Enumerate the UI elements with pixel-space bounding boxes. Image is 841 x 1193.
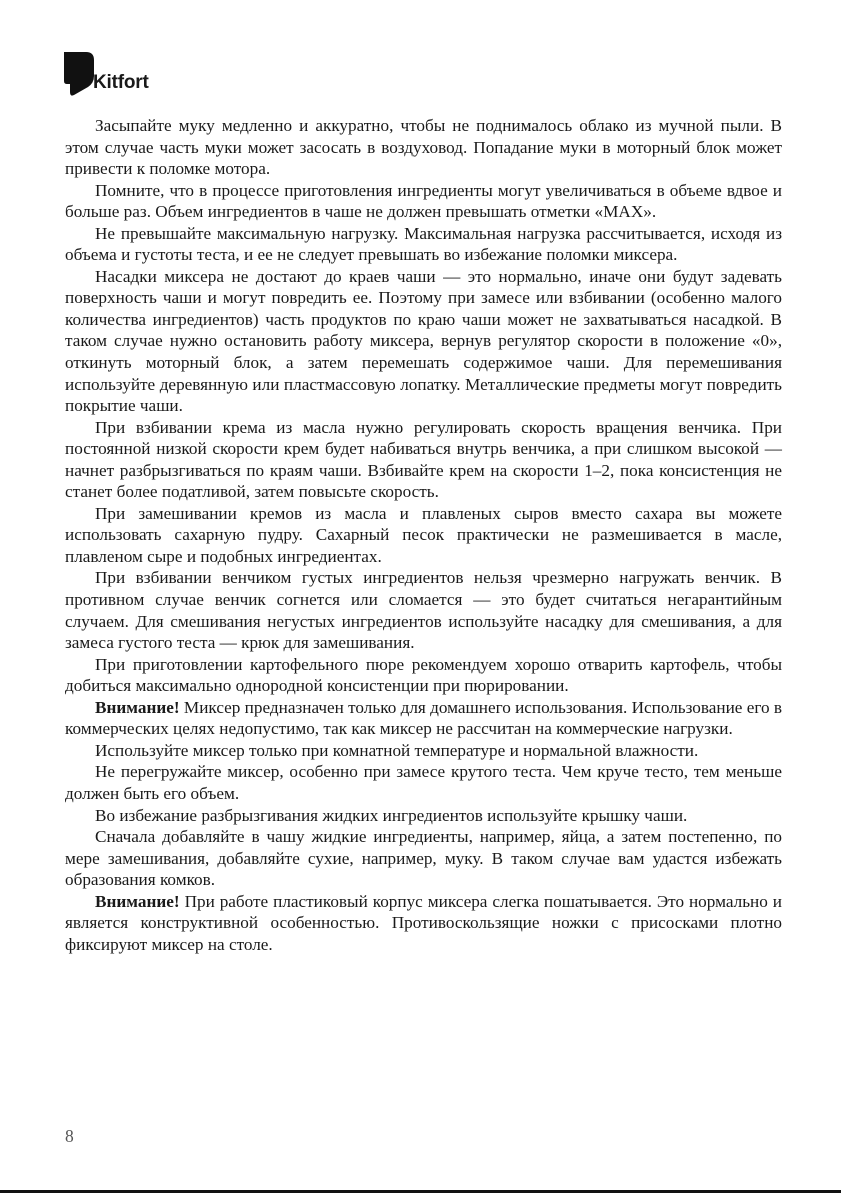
paragraph: Помните, что в процессе приготовления ингредиенты могут увеличиваться в объеме вдвое и больше раз. Объем ингредиентов в чаше не должен превышать отметки «MAX». (65, 180, 782, 222)
instructions-text (65, 115, 782, 955)
paragraph: Не перегружайте миксер, особенно при замесе крутого теста. Чем круче тесто, тем меньше должен быть его объем. (65, 762, 782, 803)
paragraph: Насадки миксера не достают до краев чаши — это нормально, иначе они будут задевать поверхность чаши и могут повредить ее. Поэтому при замесе или взбивании (особенно малого количества ингредиентов) часть продуктов по краю чаши может не захватываться насадкой. В таком случае нужно остановить работу миксера, вернув регулятор скорости в положение «0», откинуть моторный блок, а затем перемешать содержимое чаши. Для перемешивания используйте деревянную или пластмассовую лопатку. Металлические предметы могут повредить покрытие чаши. (65, 266, 782, 416)
warning-text: Миксер предназначен только для домашнего использования. Использование его в коммерческих целях недопустимо, так как миксер не рассчитан на коммерческие нагрузки. (65, 697, 782, 739)
brand-name: Kitfort (93, 72, 149, 93)
warning-paragraph (65, 697, 782, 740)
paragraph: Используйте миксер только при комнатной температуре и нормальной влажности. (95, 740, 699, 760)
warning-label: Внимание! (95, 697, 180, 717)
page-number: 8 (65, 1126, 74, 1146)
warning-label: Внимание! (95, 891, 180, 911)
paragraph: При взбивании крема из масла нужно регулировать скорость вращения венчика. При постоянной низкой скорости крем будет набиваться внутрь венчика, а при слишком высокой — начнет разбрызгиваться по краям чаши. Взбивайте крем на скорости 1–2, пока консистенция не станет более податливой, затем повысьте скорость. (65, 417, 782, 502)
paragraph: Засыпайте муку медленно и аккуратно, чтобы не поднималось облако из мучной пыли. В этом случае часть муки может засосать в воздуховод. Попадание муки в моторный блок может привести к поломке мотора. (65, 116, 782, 179)
paragraph: Не превышайте максимальную нагрузку. Максимальная нагрузка рассчитывается, исходя из объема и густоты теста, и ее не следует превышать во избежание поломки миксера. (65, 223, 782, 265)
warning-paragraph (65, 891, 782, 956)
paragraph: Во избежание разбрызгивания жидких ингредиентов используйте крышку чаши. (95, 805, 688, 825)
warning-text: При работе пластиковый корпус миксера слегка пошатывается. Это нормально и является конструктивной особенностью. Противоскользящие ножки с присосками плотно фиксируют миксер на столе. (65, 891, 782, 954)
paragraph: При приготовлении картофельного пюре рекомендуем хорошо отварить картофель, чтобы добиться максимально однородной консистенции при пюрировании. (65, 654, 782, 696)
paragraph: При замешивании кремов из масла и плавленых сыров вместо сахара вы можете использовать сахарную пудру. Сахарный песок практически не размешивается в масле, плавленом сыре и подобных ингредиентах. (65, 503, 782, 566)
brand-logo (64, 50, 184, 100)
paragraph: Сначала добавляйте в чашу жидкие ингредиенты, например, яйца, а затем постепенно, по мере замешивания, добавляйте сухие, например, муку. В таком случае вам удастся избежать образования комков. (65, 827, 782, 890)
paragraph: При взбивании венчиком густых ингредиентов нельзя чрезмерно нагружать венчик. В противном случае венчик согнется или сломается — это будет считаться негарантийным случаем. Для смешивания негустых ингредиентов используйте насадку для смешивания, а для замеса густого теста — крюк для замешивания. (65, 568, 782, 653)
kitfort-logo-icon (64, 50, 94, 96)
